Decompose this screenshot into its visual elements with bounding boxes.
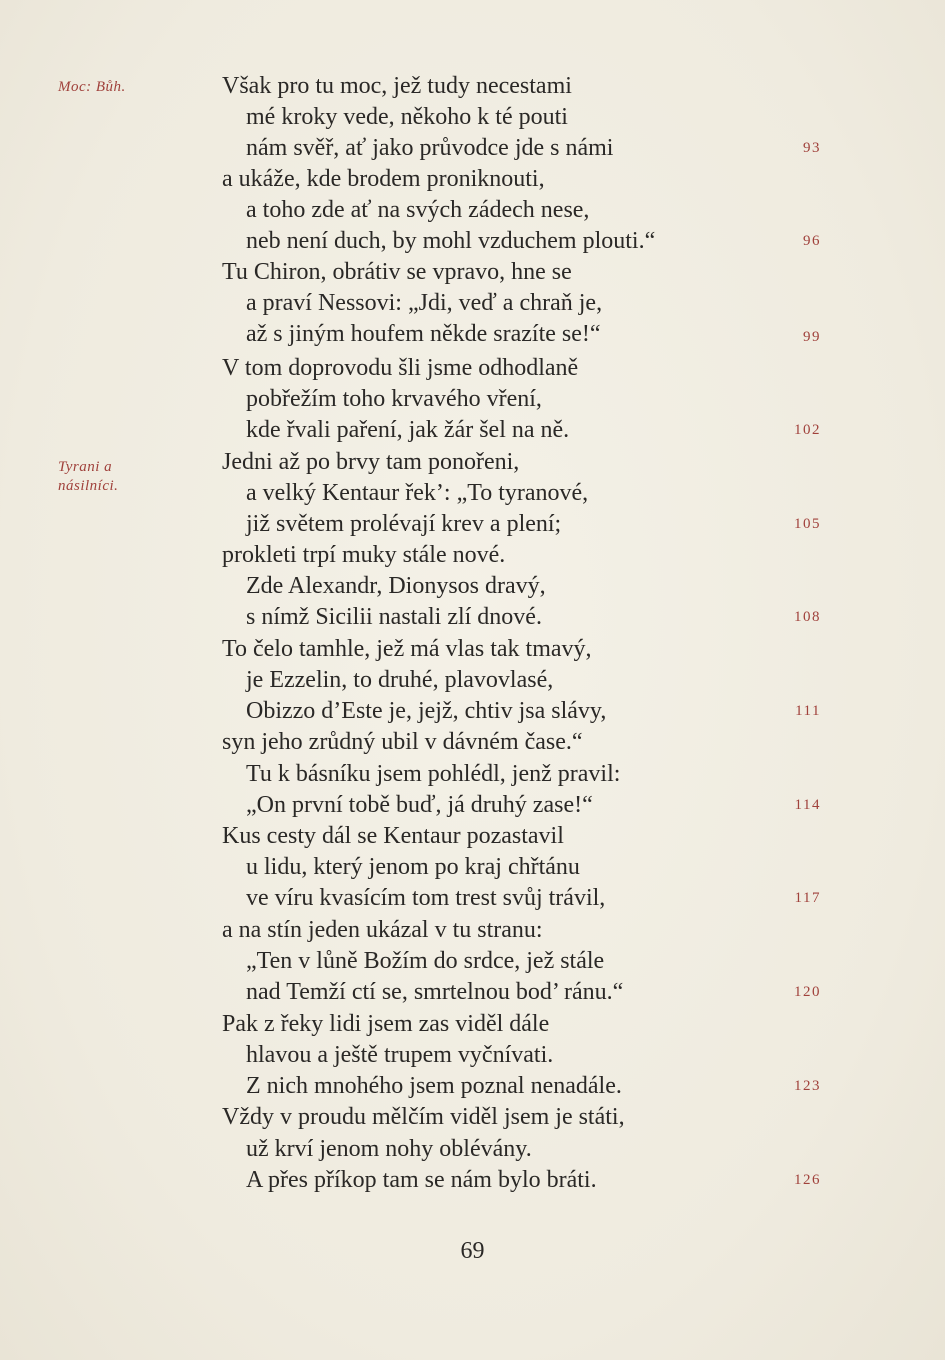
- margin-note-tyrani: Tyrani a: [58, 459, 113, 475]
- verse-line: nám svěř, ať jako průvodce jde s námi: [246, 135, 614, 161]
- verse-line: A přes příkop tam se nám bylo bráti.: [246, 1167, 597, 1193]
- verse-line: již světem prolévají krev a plení;: [246, 511, 562, 537]
- verse-line: V tom doprovodu šli jsme odhodlaně: [222, 355, 579, 381]
- verse-line: neb není duch, by mohl vzduchem plouti.“: [246, 228, 656, 254]
- line-number: 120: [794, 984, 821, 1000]
- verse-line: Z nich mnohého jsem poznal nenadále.: [246, 1073, 622, 1099]
- verse-line: Vždy v proudu mělčím viděl jsem je státi,: [222, 1104, 625, 1130]
- verse-line: Jedni až po brvy tam ponořeni,: [222, 449, 520, 475]
- verse-line: a na stín jeden ukázal v tu stranu:: [222, 917, 543, 943]
- verse-line: Však pro tu moc, jež tudy necestami: [222, 73, 572, 99]
- margin-note-moc-buh: Moc: Bůh.: [58, 79, 126, 95]
- verse-line: kde řvali paření, jak žár šel na ně.: [246, 417, 570, 443]
- verse-line: a toho zde ať na svých zádech nese,: [246, 197, 590, 223]
- verse-line: prokleti trpí muky stále nové.: [222, 542, 506, 568]
- verse-line: To čelo tamhle, jež má vlas tak tmavý,: [222, 636, 592, 662]
- verse-line: u lidu, který jenom po kraj chřtánu: [246, 854, 580, 880]
- verse-line: mé kroky vede, někoho k té pouti: [246, 104, 568, 130]
- verse-line: Zde Alexandr, Dionysos dravý,: [246, 573, 546, 599]
- line-number: 117: [794, 890, 821, 906]
- verse-line: už krví jenom nohy oblévány.: [246, 1136, 532, 1162]
- verse-line: Tu k básníku jsem pohlédl, jenž pravil:: [246, 761, 621, 787]
- verse-line: a praví Nessovi: „Jdi, veď a chraň je,: [246, 290, 603, 316]
- verse-line: „On první tobě buď, já druhý zase!“: [246, 792, 593, 818]
- line-number: 96: [803, 233, 821, 249]
- line-number: 111: [795, 703, 821, 719]
- verse-line: a ukáže, kde brodem proniknouti,: [222, 166, 545, 192]
- verse-line: nad Temží ctí se, smrtelnou bod’ ránu.“: [246, 979, 624, 1005]
- verse-line: Pak z řeky lidi jsem zas viděl dále: [222, 1011, 550, 1037]
- verse-line: a velký Kentaur řek’: „To tyranové,: [246, 480, 589, 506]
- line-number: 123: [794, 1078, 821, 1094]
- verse-line: „Ten v lůně Božím do srdce, jež stále: [246, 948, 605, 974]
- page-number: 69: [460, 1238, 485, 1264]
- line-number: 105: [794, 516, 821, 532]
- margin-note-nasilnici: násilníci.: [58, 478, 119, 494]
- verse-line: je Ezzelin, to druhé, plavovlasé,: [246, 667, 554, 693]
- verse-line: hlavou a ještě trupem vyčnívati.: [246, 1042, 554, 1068]
- line-number: 126: [794, 1172, 821, 1188]
- line-number: 108: [794, 609, 821, 625]
- line-number: 102: [794, 422, 821, 438]
- verse-line: pobřežím toho krvavého vření,: [246, 386, 542, 412]
- verse-line: Kus cesty dál se Kentaur pozastavil: [222, 823, 564, 849]
- verse-line: Obizzo d’Este je, jejž, chtiv jsa slávy,: [246, 698, 607, 724]
- line-number: 93: [803, 140, 821, 156]
- verse-line: s nímž Sicilii nastali zlí dnové.: [246, 604, 542, 630]
- line-number: 99: [803, 329, 821, 345]
- line-number: 114: [794, 797, 821, 813]
- verse-line: Tu Chiron, obrátiv se vpravo, hne se: [222, 259, 572, 285]
- verse-line: syn jeho zrůdný ubil v dávném čase.“: [222, 729, 583, 755]
- verse-line: až s jiným houfem někde srazíte se!“: [246, 321, 601, 347]
- verse-line: ve víru kvasícím tom trest svůj trávil,: [246, 885, 606, 911]
